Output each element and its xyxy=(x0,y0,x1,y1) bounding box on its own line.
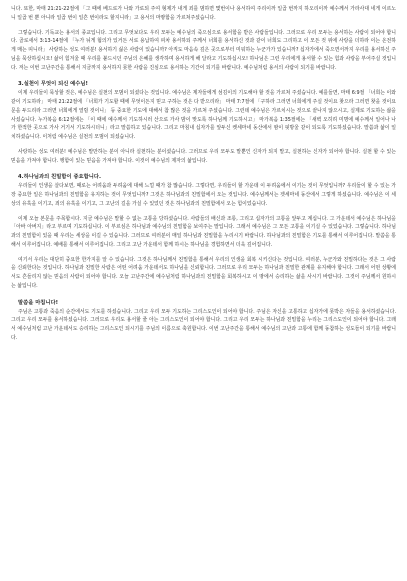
section-heading-4: 4.하나님과의 친밀함이 중요합니다. xyxy=(18,174,102,181)
paragraph-intro: 니다. 또한, 마태 21:21-22절에 「그 때에 베드로가 나와 가로되 주여 형제가 내게 죄를 범하면 몇번이나 용서하여 주리이까 일곱 번까지 하오리이까 예수께서 가라사대 네게 이르노니 일곱 번 뿐 아니라 일곱 번이 일흔 번이라도 할지니라」고 용서의 마땅함을 가르쳐주셨습니다. xyxy=(11,6,396,21)
paragraph-closing: 주님은 고통과 죽음의 순간에서도 기도를 하셨습니다. 그리고 우리 모두 기도하는 그리스도인이 되어야 합니다. 주님은 자신을 고통하고 십자가에 못박은 자들을 용서하셨습니다. 그리고 우리 모두를 용서하셨습니다. 그러므로 우리도 용서할 줄 아는 그리스도인이 되어야 합니다. 그리고 우리 모두는 하나님과 친밀함을 누리는 그리스도인이 되어야 합니다. 그래서 예수님처럼 고난 가운데서도 승리하는 그리스도인 되시기를 주님의 이름으로 축원합니다. 이번 고난주간을 통해서 예수님의 고난과 고통에 함께 동참하는 성도들이 되기를 바랍니다. xyxy=(11,308,396,341)
paragraph-practice-conclusion: 사랑하는 성도 여러분! 예수님은 말만하는 분이 아니라 실천하는 분이셨습니다. 그러므로 우리 모두도 말뿐인 신자가 되지 말고, 실천하는 신자가 되어야 합니다. 실천 할 수 있는 믿음을 가져야 합니다. 행함이 있는 믿음을 가져야 합니다. 이것이 예수님의 제자의 삶입니다. xyxy=(11,148,396,164)
paragraph-practice: 이제 우리들이 묵상할 것은, 예수님은 실천의 모범이 되셨다는 것입니다. 예수님은 제자들에게 섬김이의 기도해야 할 것을 가르쳐 주셨습니다. 예를들면, 마태 6:9절 「너희는 이와같이 기도하라」 마태 21:22절에 「너희가 기도할 때에 무엇이든지 믿고 구하는 것은 다 받으리라」 마태 7:7절에 「구하라 그러면 너희에게 주실 것이요 찾으라 그러면 찾을 것이요 문을 두드리라 그러면 너희에게 열릴 것이니」 등 중요한 기도에 대해서 참 많은 것을 가르쳐 주셨습니다. 그런데 예수님은 가르치시는 것으로 끝나지 않으시고, 실제로 기도하는 삶을 사셨습니다. 누가복음 6:12절에는 「이 때에 예수께서 기도하시러 산으로 가사 밤이 맞도록 하나님께 기도하시고」 마가복음 1:35절에는 「새벽 오히려 미명에 예수께서 일어나 나가 한적한 곳으로 가사 거기서 기도하시더니」라고 말씀하고 있습니다. 그리고 마침내 십자가를 앞두신 켓세마네 동산에서 땀이 핏방울 같이 되도록 기도하셨습니다. 말씀과 삶이 일치하셨습니다. 이처럼 예수님은 실천의 모범이 되셨습니다. xyxy=(11,90,396,140)
paragraph-intimacy: 우리들이 인생을 살다보면, 때로는 어려움과 두려움에 대해 느낄 때가 참 많습니다. 그렇다면, 우리들이 할 가운데 이 두려움에서 이기는 것이 무엇입니까? 우리들이 할 수 있는 가장 중요한 일은 하나님과의 친밀함을 유지하는 것이 무엇입니까? 그것은 하나님과의 친밀함에서 오는 것입니다. 예수님께서는 겟세마네 동산에서 그렇게 하셨습니다. 예수님은 이 세상의 유혹을 이기고, 죄의 유혹을 이기고, 그 고난의 길을 가실 수 있었던 것은 하나님과의 친밀함에서 오는 힘이었습니다. xyxy=(11,183,396,207)
section-heading-3: 3.실천이 무엇이 되신 예수님! xyxy=(18,81,88,88)
paragraph-forgiveness: 그렇습니다. 기독교는 용서의 종교입니다. 그리고 무엇보다도 우리 모두는 예수님의 죽으심으로 용서함을 받은 사람들입니다. 그러므로 우리 모두는 용서하는 사람이 되어야 합니다. 골로새서 3:13-14절에 「누가 뉘게 혐의가 있거든 서로 용납하여 피차 용서하되 주께서 너희를 용서하신 것과 같이 너희도 그리하고 이 모든 것 위에 사랑을 더하라 이는 온전하게 매는 띠니라」 사랑하는 성도 여러분! 용서하기 싫은 사람이 있습니까? 아직도 마음속 깊은 곳으로부터 미워하는 누군가가 있습니까? 십자가에서 죽으면서까지 우리를 용서하신 주님을 묵상하십시오! 삶이 힘겨울 때 우리를 붙드시던 주님의 은혜를 생각하며 용서하게 해 달라고 기도하십시오! 하나님은 그런 우리에게 용서할 수 있는 힘과 사랑을 부어주실 것입니다. 저는 이번 고난주간을 통해서 지금까지 용서하지 못한 사람을 진심으로 용서하는 기간이 되기를 바랍니다. 예수님처럼 용서의 사람이 되기를 바랍니다. xyxy=(11,29,396,71)
paragraph-trust: 여기서 우리는 대단히 중요한 한가지를 알 수 있습니다. 그것은 하나님께서 친밀함을 통해서 우리의 인생을 회복 시키신다는 것입니다. 여러분, 누군가와 친밀하다는 것은 그 사람을 신뢰한다는 것입니다. 하나님과 친밀한 사람은 어떤 어려움 가운데서도 하나님을 신뢰합니다. 그러므로 우리 모두는 하나님과 친밀한 관계를 유지해야 합니다. 그래서 어떤 상황에서도 흔들리지 않는 믿음의 사람이 되어야 합니다. 오늘 고난주간에 예수님처럼 하나님과의 친밀함을 회복하시고 이 땅에서 승리하는 삶을 사시기 바랍니다. 그것이 주님께서 원하시는 삶입니다. xyxy=(11,256,396,289)
closing-heading: 말씀을 마칩니다! xyxy=(18,299,59,306)
paragraph-passage: 이제 오늘 본문을 주목합시다. 지금 예수님은 말할 수 없는 고통을 당하셨습니다. 사람들의 배신과 조롱, 그리고 십자가의 고통을 앞두고 계십니다. 그 가운데서 예수님은 하나님을 「아바 아버지」라고 부르며 기도하십니다. 이 부르심은 하나님과 예수님의 친밀함을 보여주는 말입니다. 그래서 예수님은 그 모든 고통을 이기실 수 있었습니다. 그렇습니다. 하나님과의 친밀함이 있을 때 우리는 세상을 이길 수 있습니다. 그러므로 여러분이 매일 하나님과 친밀함을 누리시기 바랍니다. 하나님과의 친밀함은 기도를 통해서 이루어집니다. 말씀을 통해서 이루어집니다. 예배를 통해서 이루어집니다. 그리고 고난 가운데서 함께 하시는 하나님을 경험하면서 더욱 깊어집니다. xyxy=(11,215,396,248)
